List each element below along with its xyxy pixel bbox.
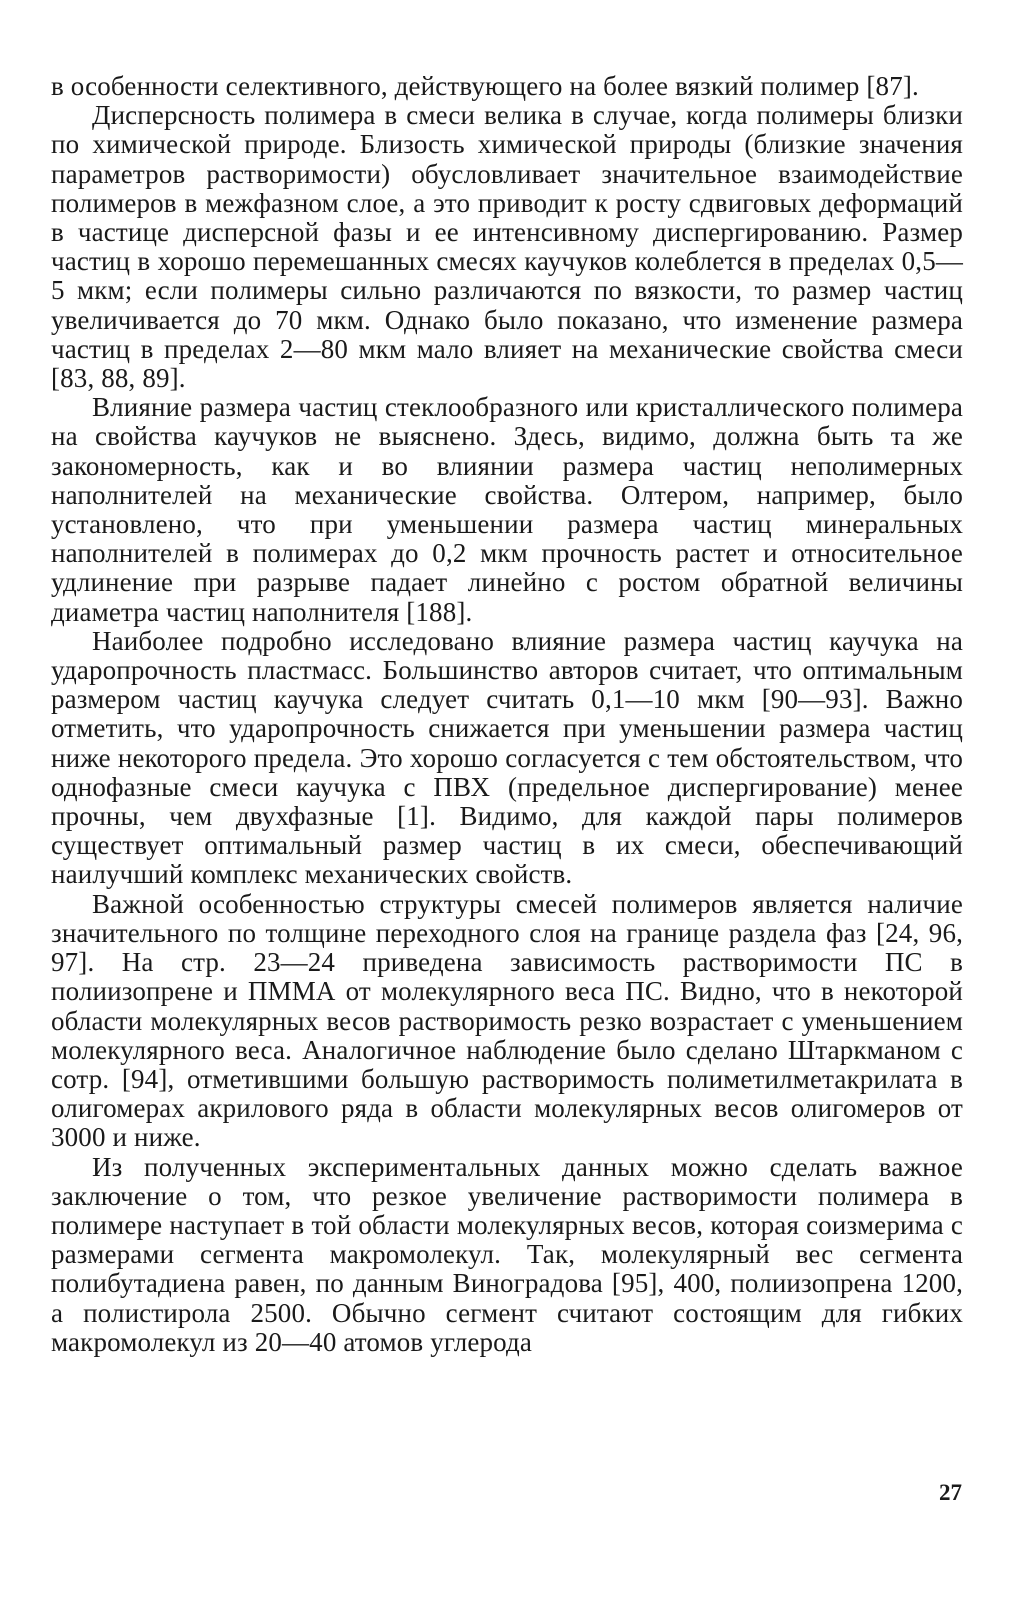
paragraph-5: Важной особенностью структуры смесей полимеров является наличие значительного по толщине переходного слоя на границе раздела фаз [24, 96, 97]. На стр. 23—24 приведена зависимость растворимости ПС в полиизопрене и ПММА от молекулярного веса ПС. Видно, что в некоторой области молекулярных весов растворимость резко возрастает с уменьшением молекулярного веса. Аналогичное наблюдение было сделано Штаркманом с сотр. [94], отметившими большую растворимость полиметилметакрилата в олигомерах акрилового ряда в области молекулярных весов олигомеров от 3000 и ниже. <box>51 888 963 1153</box>
paragraph-4: Наиболее подробно исследовано влияние размера частиц каучука на ударопрочность пластмасс. Большинство авторов считает, что оптимальным размером частиц каучука следует считать 0,1—10 мкм [90—93]. Важно отметить, что ударопрочность снижается при уменьшении размера частиц ниже некоторого предела. Это хорошо согласуется с тем обстоятельством, что однофазные смеси каучука с ПВХ (предельное диспергирование) менее прочны, чем двухфазные [1]. Видимо, для каждой пары полимеров существует оптимальный размер частиц в их смеси, обеспечивающий наилучший комплекс механических свойств. <box>51 625 963 890</box>
body-text <box>51 72 963 1357</box>
paragraph-6: Из полученных экспериментальных данных можно сделать важное заключение о том, что резкое увеличение растворимости полимера в полимере наступает в той области молекулярных весов, которая соизмерима с размерами сегмента макромолекул. Так, молекулярный вес сегмента полибутадиена равен, по данным Виноградова [95], 400, полиизопрена 1200, а полистирола 2500. Обычно сегмент считают состоящим для гибких макромолекул из 20—40 атомов углерода <box>51 1151 963 1357</box>
page-number: 27 <box>939 1480 962 1505</box>
paragraph-3: Влияние размера частиц стеклообразного или кристаллического полимера на свойства каучуков не выяснено. Здесь, видимо, должна быть та же закономерность, как и во влиянии размера частиц неполимерных наполнителей на механические свойства. Олтером, например, было установлено, что при уменьшении размера частиц минеральных наполнителей в полимерах до 0,2 мкм прочность растет и относительное удлинение при разрыве падает линейно с ростом обратной величины диаметра частиц наполнителя [188]. <box>51 392 963 627</box>
paragraph-1: в особенности селективного, действующего на более вязкий полимер [87]. <box>51 71 919 101</box>
paragraph-2: Дисперсность полимера в смеси велика в случае, когда полимеры близки по химической природе. Близость химической природы (близкие значения параметров растворимости) обусловливает значительное взаимодействие полимеров в межфазном слое, а это приводит к росту сдвиговых деформаций в частице дисперсной фазы и ее интенсивному диспергированию. Размер частиц в хорошо перемешанных смесях каучуков колеблется в пределах 0,5—5 мкм; если полимеры сильно различаются по вязкости, то размер частиц увеличивается до 70 мкм. Однако было показано, что изменение размера частиц в пределах 2—80 мкм мало влияет на механические свойства смеси [83, 88, 89]. <box>51 100 963 394</box>
